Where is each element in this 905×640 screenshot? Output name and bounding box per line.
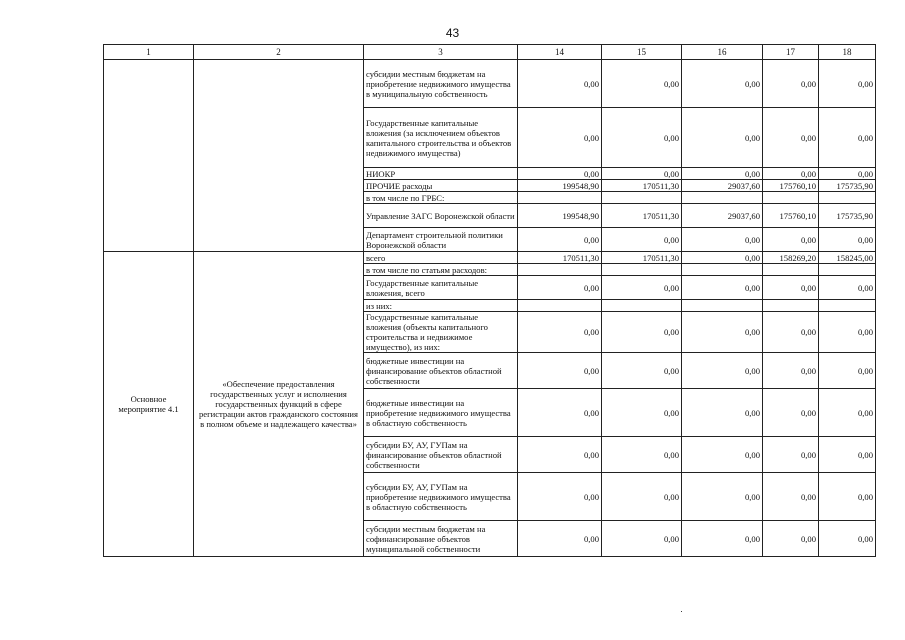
value-cell: 175760,10: [763, 180, 819, 192]
value-cell: 175760,10: [763, 204, 819, 228]
row-description: из них:: [364, 300, 518, 312]
value-cell: 0,00: [602, 473, 682, 521]
value-cell: 170511,30: [602, 204, 682, 228]
value-cell: 0,00: [602, 168, 682, 180]
value-cell: [819, 300, 876, 312]
page-number: 43: [445, 26, 460, 40]
value-cell: 0,00: [682, 353, 763, 389]
value-cell: 0,00: [518, 276, 602, 300]
value-cell: 0,00: [602, 60, 682, 108]
value-cell: 0,00: [763, 437, 819, 473]
measure-name: «Обеспечение предоставления государственных услуг и исполнения государственных функций в сфере регистрации актов гражданского состояния в полном объеме и надлежащего качества»: [194, 252, 364, 557]
value-cell: 199548,90: [518, 180, 602, 192]
value-cell: 0,00: [518, 228, 602, 252]
value-cell: 0,00: [518, 312, 602, 353]
value-cell: 0,00: [602, 312, 682, 353]
value-cell: 175735,90: [819, 180, 876, 192]
value-cell: [682, 264, 763, 276]
value-cell: 0,00: [682, 276, 763, 300]
row-description: бюджетные инвестиции на приобретение недвижимого имущества в областную собственность: [364, 389, 518, 437]
value-cell: 0,00: [819, 312, 876, 353]
row-description: Государственные капитальные вложения (объекты капитального строительства и недвижимое имущество), из них:: [364, 312, 518, 353]
value-cell: 0,00: [602, 276, 682, 300]
value-cell: 0,00: [518, 168, 602, 180]
value-cell: 0,00: [518, 437, 602, 473]
value-cell: 0,00: [819, 108, 876, 168]
value-cell: [819, 264, 876, 276]
blank-cell: [194, 60, 364, 252]
value-cell: 170511,30: [602, 180, 682, 192]
row-description: НИОКР: [364, 168, 518, 180]
value-cell: [518, 300, 602, 312]
value-cell: 0,00: [682, 473, 763, 521]
value-cell: 0,00: [682, 312, 763, 353]
footer-mark: ·: [680, 606, 683, 616]
row-description: в том числе по статьям расходов:: [364, 264, 518, 276]
value-cell: 0,00: [819, 60, 876, 108]
row-description: субсидии БУ, АУ, ГУПам на финансирование объектов областной собственности: [364, 437, 518, 473]
value-cell: 0,00: [819, 228, 876, 252]
value-cell: 0,00: [763, 521, 819, 557]
value-cell: 0,00: [518, 521, 602, 557]
value-cell: [602, 192, 682, 204]
value-cell: 0,00: [819, 276, 876, 300]
row-description: Государственные капитальные вложения, всего: [364, 276, 518, 300]
value-cell: 199548,90: [518, 204, 602, 228]
value-cell: 175735,90: [819, 204, 876, 228]
value-cell: 0,00: [682, 252, 763, 264]
header-cell: 1: [104, 45, 194, 60]
value-cell: 0,00: [763, 473, 819, 521]
row-description: всего: [364, 252, 518, 264]
value-cell: 0,00: [518, 60, 602, 108]
value-cell: 0,00: [682, 389, 763, 437]
row-description: ПРОЧИЕ расходы: [364, 180, 518, 192]
value-cell: 0,00: [819, 353, 876, 389]
value-cell: 0,00: [602, 389, 682, 437]
value-cell: 0,00: [682, 437, 763, 473]
value-cell: 0,00: [819, 521, 876, 557]
value-cell: 0,00: [763, 389, 819, 437]
row-description: субсидии БУ, АУ, ГУПам на приобретение недвижимого имущества в областную собственность: [364, 473, 518, 521]
value-cell: 0,00: [518, 353, 602, 389]
blank-cell: [104, 60, 194, 252]
table-row: [104, 60, 876, 108]
row-description: Государственные капитальные вложения (за исключением объектов капитального строительства и объектов недвижимого имущества): [364, 108, 518, 168]
value-cell: [682, 192, 763, 204]
value-cell: 158245,00: [819, 252, 876, 264]
value-cell: 0,00: [602, 437, 682, 473]
budget-table: [103, 44, 876, 557]
value-cell: [518, 192, 602, 204]
value-cell: 0,00: [819, 473, 876, 521]
value-cell: [763, 264, 819, 276]
value-cell: 0,00: [763, 108, 819, 168]
value-cell: 170511,30: [518, 252, 602, 264]
row-description: субсидии местным бюджетам на приобретение недвижимого имущества в муниципальную собственность: [364, 60, 518, 108]
row-description: в том числе по ГРБС:: [364, 192, 518, 204]
value-cell: [518, 264, 602, 276]
value-cell: 0,00: [682, 521, 763, 557]
value-cell: 0,00: [682, 228, 763, 252]
header-row: [104, 45, 876, 60]
value-cell: 0,00: [518, 108, 602, 168]
value-cell: 0,00: [682, 168, 763, 180]
value-cell: 0,00: [819, 437, 876, 473]
value-cell: 0,00: [518, 389, 602, 437]
value-cell: [602, 264, 682, 276]
header-cell: 15: [602, 45, 682, 60]
value-cell: 0,00: [518, 473, 602, 521]
value-cell: 0,00: [763, 60, 819, 108]
table-row: [104, 252, 876, 264]
value-cell: 158269,20: [763, 252, 819, 264]
value-cell: 0,00: [819, 168, 876, 180]
value-cell: 0,00: [682, 108, 763, 168]
value-cell: [819, 192, 876, 204]
row-description: Управление ЗАГС Воронежской области: [364, 204, 518, 228]
value-cell: 29037,60: [682, 180, 763, 192]
value-cell: 0,00: [763, 312, 819, 353]
value-cell: 0,00: [682, 60, 763, 108]
value-cell: 0,00: [602, 521, 682, 557]
header-cell: 18: [819, 45, 876, 60]
value-cell: 170511,30: [602, 252, 682, 264]
header-cell: 14: [518, 45, 602, 60]
value-cell: 0,00: [602, 353, 682, 389]
value-cell: 0,00: [763, 276, 819, 300]
value-cell: [763, 300, 819, 312]
value-cell: 0,00: [602, 108, 682, 168]
value-cell: 0,00: [602, 228, 682, 252]
row-description: субсидии местным бюджетам на софинансирование объектов муниципальной собственности: [364, 521, 518, 557]
value-cell: [763, 192, 819, 204]
header-cell: 2: [194, 45, 364, 60]
header-cell: 16: [682, 45, 763, 60]
row-description: бюджетные инвестиции на финансирование объектов областной собственности: [364, 353, 518, 389]
row-description: Департамент строительной политики Воронежской области: [364, 228, 518, 252]
header-cell: 3: [364, 45, 518, 60]
value-cell: 0,00: [763, 228, 819, 252]
value-cell: [682, 300, 763, 312]
value-cell: 0,00: [763, 353, 819, 389]
header-cell: 17: [763, 45, 819, 60]
value-cell: 0,00: [763, 168, 819, 180]
measure-label: Основное мероприятие 4.1: [104, 252, 194, 557]
value-cell: 29037,60: [682, 204, 763, 228]
value-cell: [602, 300, 682, 312]
value-cell: 0,00: [819, 389, 876, 437]
